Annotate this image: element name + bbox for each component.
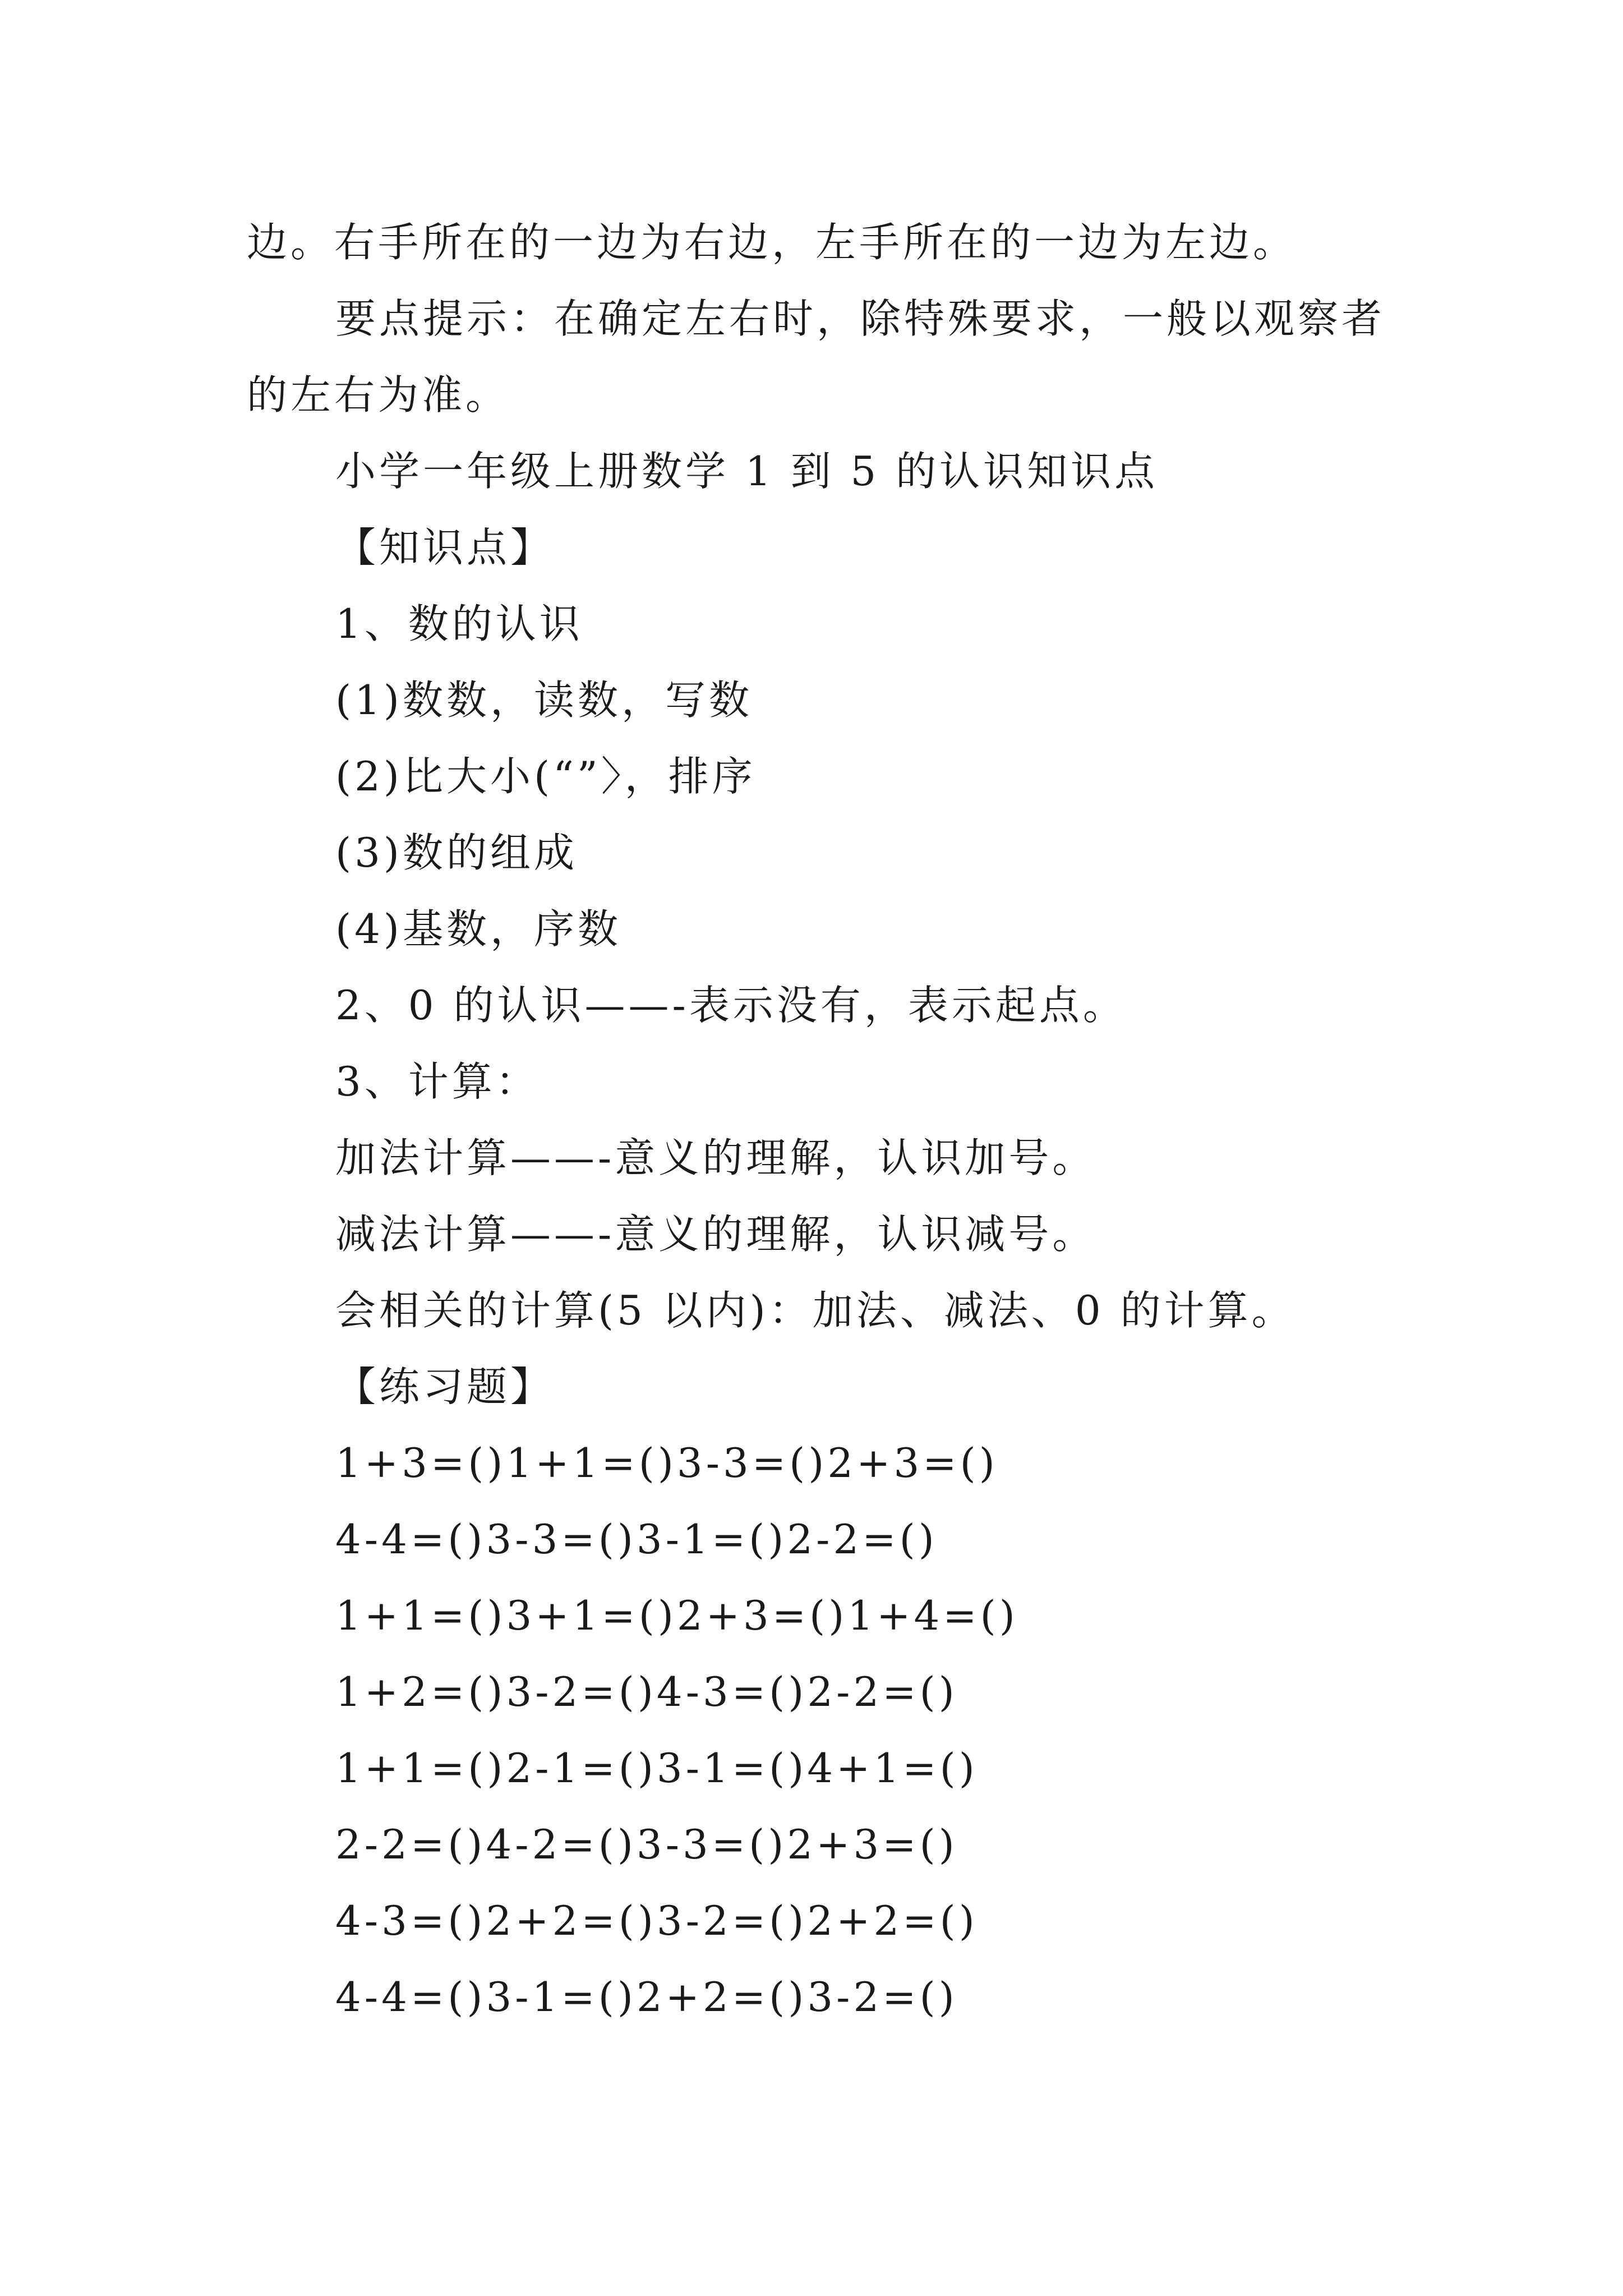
knowledge-header: 【知识点】	[335, 524, 555, 571]
exercise-line: 1+3=()1+1=()3-3=()2+3=()	[335, 1439, 998, 1487]
exercise-line: 2-2=()4-2=()3-3=()2+3=()	[335, 1821, 958, 1868]
subtraction-line: 减法计算——-意义的理解，认识减号。	[335, 1211, 1096, 1258]
exercise-header: 【练习题】	[335, 1363, 555, 1410]
item-3: 3、计算：	[335, 1058, 540, 1105]
exercise-line: 1+2=()3-2=()4-3=()2-2=()	[335, 1668, 958, 1715]
exercise-line: 4-3=()2+2=()3-2=()2+2=()	[335, 1897, 978, 1944]
section-title: 小学一年级上册数学 1 到 5 的认识知识点	[335, 448, 1159, 495]
item-1: 1、数的认识	[335, 600, 583, 647]
exercise-line: 4-4=()3-3=()3-1=()2-2=()	[335, 1516, 938, 1563]
addition-line: 加法计算——-意义的理解，认识加号。	[335, 1134, 1096, 1181]
item-1-sub-4: (4)基数，序数	[335, 905, 621, 953]
item-1-sub-2: (2)比大小(“”〉，排序	[335, 753, 756, 800]
item-1-sub-3: (3)数的组成	[335, 829, 578, 876]
within-five-line: 会相关的计算(5 以内)：加法、减法、0 的计算。	[335, 1287, 1295, 1334]
exercise-line: 1+1=()2-1=()3-1=()4+1=()	[335, 1745, 978, 1792]
item-1-sub-1: (1)数数，读数，写数	[335, 677, 753, 724]
exercise-line: 4-4=()3-1=()2+2=()3-2=()	[335, 1973, 958, 2021]
exercise-line: 1+1=()3+1=()2+3=()1+4=()	[335, 1592, 1018, 1639]
tip-line-2: 的左右为准。	[247, 371, 510, 418]
tip-line-1: 要点提示：在确定左右时，除特殊要求，一般以观察者	[335, 295, 1386, 342]
intro-continuation: 边。右手所在的一边为右边，左手所在的一边为左边。	[247, 219, 1297, 266]
item-2: 2、0 的认识——-表示没有，表示起点。	[335, 982, 1127, 1029]
